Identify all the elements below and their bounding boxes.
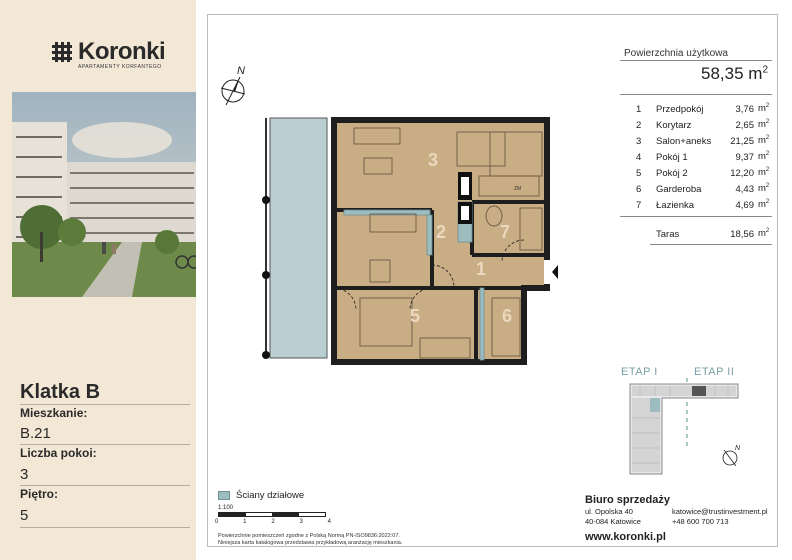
partition-swatch	[218, 491, 230, 500]
office-contact[interactable]	[672, 507, 768, 527]
brand-tagline: APARTAMENTY KORFANTEGO	[78, 64, 162, 70]
office-address: ul. Opolska 40 40-084 Katowice	[585, 507, 641, 526]
floor-plan	[262, 110, 562, 368]
website-link[interactable]: www.koronki.pl	[585, 531, 666, 543]
etap-1-label: ETAP I	[621, 366, 658, 378]
terrace-area	[270, 118, 327, 358]
staircase-title: Klatka B	[20, 381, 101, 403]
divider	[20, 485, 190, 486]
dishwasher-label: ZM	[514, 186, 522, 192]
divider	[20, 444, 190, 445]
area-title: Powierzchnia użytkowa	[624, 48, 728, 59]
room-row: 7 Łazienka 4,69 $m^2$	[636, 199, 770, 211]
footnote: Powierzchnie pomieszczeń zgodne z Polską Normą PN-ISO9836:2022:07. Niniejsza karta katalogowa przedstawia przykładową aranżację mieszkania.	[218, 533, 403, 546]
sidebar	[0, 0, 196, 560]
floor-value: 5	[20, 507, 29, 524]
site-key-plan	[610, 378, 770, 480]
brand-name: Koronki	[78, 38, 166, 65]
office-phone[interactable]: +48 600 700 713	[672, 517, 729, 526]
room-5-label: 5	[410, 306, 421, 326]
scale-bar	[218, 512, 326, 517]
terrace-row: Taras 18,56 $m^2$	[656, 228, 770, 240]
office-email[interactable]: katowice@trustinvestment.pl	[672, 507, 768, 516]
brand-logo[interactable]	[52, 38, 165, 66]
divider	[20, 404, 190, 405]
divider	[620, 94, 772, 95]
divider	[620, 216, 772, 217]
total-area-value: 58,35 m	[701, 64, 763, 83]
divider	[20, 527, 190, 528]
room-row: 4 Pokój 1 9,37 $m^2$	[636, 151, 770, 163]
scale-marks: 0 1 2 3 4	[215, 519, 331, 525]
room-6-label: 6	[502, 306, 513, 326]
office-title: Biuro sprzedaży	[585, 494, 670, 506]
divider	[620, 60, 772, 61]
room-3-label: 3	[428, 150, 439, 170]
room-row: 5 Pokój 2 12,20 $m^2$	[636, 167, 770, 179]
rooms-label: Liczba pokoi:	[20, 446, 97, 460]
koronki-logo-icon	[52, 42, 72, 62]
room-row: 3 Salon+aneks 21,25 $m^2$	[636, 135, 770, 147]
etap-2-label: ETAP II	[694, 366, 735, 378]
legend-label: Ściany działowe	[236, 490, 305, 501]
room-row: 1 Przedpokój 3,76 $m^2$	[636, 103, 770, 115]
total-area	[701, 64, 768, 84]
rooms-value: 3	[20, 466, 29, 483]
building-visualization-image	[12, 92, 196, 297]
room-row: 6 Garderoba 4,43 $m^2$	[636, 183, 770, 195]
room-2-label: 2	[436, 222, 447, 242]
room-7-label: 7	[500, 222, 511, 242]
floor-label: Piętro:	[20, 487, 59, 501]
total-area-sup: 2	[762, 64, 768, 76]
room-1-label: 1	[476, 259, 487, 279]
legend	[218, 490, 304, 501]
key-plan-north-label: N	[735, 445, 741, 452]
compass-north-label: N	[237, 65, 245, 77]
compass-icon	[218, 62, 252, 106]
room-row: 2 Korytarz 2,65 $m^2$	[636, 119, 770, 131]
apartment-value: B.21	[20, 425, 51, 442]
divider	[650, 244, 772, 245]
key-plan-compass-icon	[723, 445, 741, 466]
scale-ratio: 1:100	[218, 505, 234, 511]
apartment-label: Mieszkanie:	[20, 406, 88, 420]
